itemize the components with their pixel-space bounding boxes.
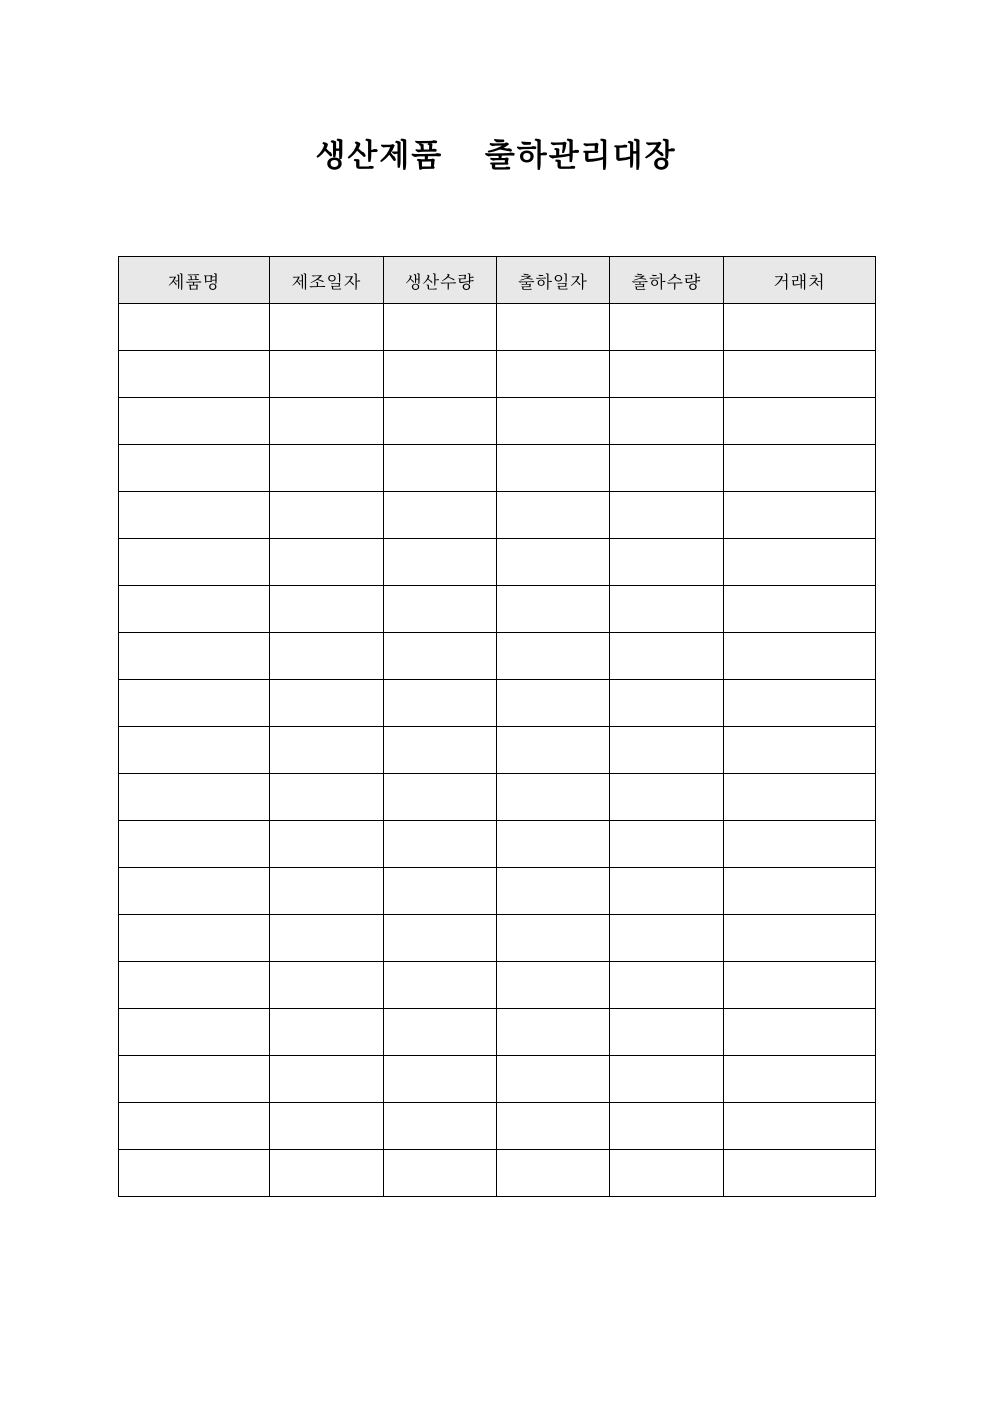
table-row <box>119 633 876 680</box>
cell-shipment-quantity[interactable] <box>610 633 724 680</box>
cell-shipment-date[interactable] <box>497 680 610 727</box>
cell-product-name[interactable] <box>119 1009 270 1056</box>
cell-client[interactable] <box>724 1103 876 1150</box>
cell-product-name[interactable] <box>119 351 270 398</box>
cell-shipment-quantity[interactable] <box>610 304 724 351</box>
cell-product-name[interactable] <box>119 868 270 915</box>
cell-shipment-date[interactable] <box>497 398 610 445</box>
cell-manufacture-date[interactable] <box>270 586 384 633</box>
cell-client[interactable] <box>724 445 876 492</box>
cell-shipment-date[interactable] <box>497 915 610 962</box>
cell-shipment-date[interactable] <box>497 633 610 680</box>
cell-production-quantity[interactable] <box>384 304 497 351</box>
cell-shipment-quantity[interactable] <box>610 962 724 1009</box>
cell-shipment-quantity[interactable] <box>610 398 724 445</box>
shipment-ledger-table <box>118 256 876 1197</box>
header-client: 거래처 <box>724 257 876 304</box>
cell-manufacture-date[interactable] <box>270 492 384 539</box>
cell-shipment-quantity[interactable] <box>610 1150 724 1197</box>
cell-shipment-quantity[interactable] <box>610 915 724 962</box>
cell-product-name[interactable] <box>119 398 270 445</box>
cell-production-quantity[interactable] <box>384 586 497 633</box>
cell-manufacture-date[interactable] <box>270 774 384 821</box>
cell-client[interactable] <box>724 680 876 727</box>
cell-shipment-date[interactable] <box>497 774 610 821</box>
table-row <box>119 821 876 868</box>
cell-manufacture-date[interactable] <box>270 680 384 727</box>
cell-client[interactable] <box>724 1150 876 1197</box>
cell-shipment-date[interactable] <box>497 445 610 492</box>
header-shipment-quantity: 출하수량 <box>610 257 724 304</box>
header-product-name: 제품명 <box>119 257 270 304</box>
cell-shipment-quantity[interactable] <box>610 1056 724 1103</box>
header-shipment-date: 출하일자 <box>497 257 610 304</box>
cell-shipment-date[interactable] <box>497 539 610 586</box>
cell-shipment-date[interactable] <box>497 1009 610 1056</box>
cell-shipment-quantity[interactable] <box>610 774 724 821</box>
cell-production-quantity[interactable] <box>384 727 497 774</box>
cell-shipment-quantity[interactable] <box>610 821 724 868</box>
cell-product-name[interactable] <box>119 915 270 962</box>
cell-shipment-date[interactable] <box>497 821 610 868</box>
cell-client[interactable] <box>724 915 876 962</box>
cell-manufacture-date[interactable] <box>270 1056 384 1103</box>
cell-client[interactable] <box>724 868 876 915</box>
cell-product-name[interactable] <box>119 1103 270 1150</box>
cell-shipment-quantity[interactable] <box>610 1009 724 1056</box>
table-row <box>119 962 876 1009</box>
cell-manufacture-date[interactable] <box>270 915 384 962</box>
cell-production-quantity[interactable] <box>384 492 497 539</box>
cell-shipment-quantity[interactable] <box>610 586 724 633</box>
table-row <box>119 586 876 633</box>
table-row <box>119 868 876 915</box>
ledger-body <box>119 304 876 1197</box>
cell-shipment-quantity[interactable] <box>610 492 724 539</box>
table-row <box>119 680 876 727</box>
cell-product-name[interactable] <box>119 492 270 539</box>
cell-product-name[interactable] <box>119 539 270 586</box>
cell-shipment-date[interactable] <box>497 351 610 398</box>
cell-production-quantity[interactable] <box>384 821 497 868</box>
table-row <box>119 727 876 774</box>
cell-client[interactable] <box>724 304 876 351</box>
cell-production-quantity[interactable] <box>384 915 497 962</box>
cell-production-quantity[interactable] <box>384 1103 497 1150</box>
cell-manufacture-date[interactable] <box>270 1009 384 1056</box>
cell-manufacture-date[interactable] <box>270 727 384 774</box>
cell-manufacture-date[interactable] <box>270 821 384 868</box>
cell-production-quantity[interactable] <box>384 539 497 586</box>
cell-manufacture-date[interactable] <box>270 633 384 680</box>
cell-production-quantity[interactable] <box>384 1150 497 1197</box>
cell-shipment-quantity[interactable] <box>610 1103 724 1150</box>
table-row <box>119 351 876 398</box>
cell-product-name[interactable] <box>119 1056 270 1103</box>
cell-client[interactable] <box>724 492 876 539</box>
cell-shipment-date[interactable] <box>497 1150 610 1197</box>
table-row <box>119 774 876 821</box>
cell-manufacture-date[interactable] <box>270 445 384 492</box>
table-row <box>119 1056 876 1103</box>
header-production-quantity: 생산수량 <box>384 257 497 304</box>
cell-production-quantity[interactable] <box>384 633 497 680</box>
cell-production-quantity[interactable] <box>384 680 497 727</box>
cell-product-name[interactable] <box>119 445 270 492</box>
cell-product-name[interactable] <box>119 962 270 1009</box>
table-row <box>119 1150 876 1197</box>
cell-shipment-date[interactable] <box>497 1103 610 1150</box>
cell-manufacture-date[interactable] <box>270 398 384 445</box>
cell-manufacture-date[interactable] <box>270 868 384 915</box>
cell-client[interactable] <box>724 398 876 445</box>
cell-shipment-date[interactable] <box>497 727 610 774</box>
table-row <box>119 1009 876 1056</box>
cell-manufacture-date[interactable] <box>270 1103 384 1150</box>
cell-client[interactable] <box>724 1009 876 1056</box>
table-row <box>119 398 876 445</box>
cell-product-name[interactable] <box>119 727 270 774</box>
cell-manufacture-date[interactable] <box>270 351 384 398</box>
cell-product-name[interactable] <box>119 304 270 351</box>
cell-shipment-quantity[interactable] <box>610 539 724 586</box>
cell-shipment-date[interactable] <box>497 962 610 1009</box>
cell-shipment-quantity[interactable] <box>610 445 724 492</box>
header-manufacture-date: 제조일자 <box>270 257 384 304</box>
cell-product-name[interactable] <box>119 774 270 821</box>
table-row <box>119 304 876 351</box>
cell-manufacture-date[interactable] <box>270 304 384 351</box>
table-row <box>119 492 876 539</box>
cell-production-quantity[interactable] <box>384 774 497 821</box>
table-row <box>119 1103 876 1150</box>
cell-client[interactable] <box>724 1056 876 1103</box>
cell-shipment-quantity[interactable] <box>610 868 724 915</box>
cell-manufacture-date[interactable] <box>270 962 384 1009</box>
cell-shipment-quantity[interactable] <box>610 727 724 774</box>
cell-product-name[interactable] <box>119 1150 270 1197</box>
cell-client[interactable] <box>724 774 876 821</box>
cell-product-name[interactable] <box>119 680 270 727</box>
cell-client[interactable] <box>724 351 876 398</box>
cell-production-quantity[interactable] <box>384 398 497 445</box>
cell-shipment-quantity[interactable] <box>610 351 724 398</box>
table-row <box>119 445 876 492</box>
table-row <box>119 539 876 586</box>
cell-production-quantity[interactable] <box>384 445 497 492</box>
cell-shipment-quantity[interactable] <box>610 680 724 727</box>
cell-client[interactable] <box>724 633 876 680</box>
cell-client[interactable] <box>724 962 876 1009</box>
cell-shipment-date[interactable] <box>497 492 610 539</box>
cell-shipment-date[interactable] <box>497 586 610 633</box>
cell-shipment-date[interactable] <box>497 868 610 915</box>
cell-production-quantity[interactable] <box>384 1009 497 1056</box>
cell-client[interactable] <box>724 586 876 633</box>
cell-product-name[interactable] <box>119 586 270 633</box>
cell-production-quantity[interactable] <box>384 351 497 398</box>
cell-manufacture-date[interactable] <box>270 1150 384 1197</box>
cell-shipment-date[interactable] <box>497 304 610 351</box>
cell-product-name[interactable] <box>119 633 270 680</box>
cell-production-quantity[interactable] <box>384 1056 497 1103</box>
table-row <box>119 915 876 962</box>
cell-client[interactable] <box>724 821 876 868</box>
cell-client[interactable] <box>724 539 876 586</box>
cell-production-quantity[interactable] <box>384 962 497 1009</box>
cell-product-name[interactable] <box>119 821 270 868</box>
document-title: 생산제품 출하관리대장 <box>315 138 677 174</box>
cell-client[interactable] <box>724 727 876 774</box>
cell-shipment-date[interactable] <box>497 1056 610 1103</box>
header-row <box>119 257 876 304</box>
cell-production-quantity[interactable] <box>384 868 497 915</box>
cell-manufacture-date[interactable] <box>270 539 384 586</box>
